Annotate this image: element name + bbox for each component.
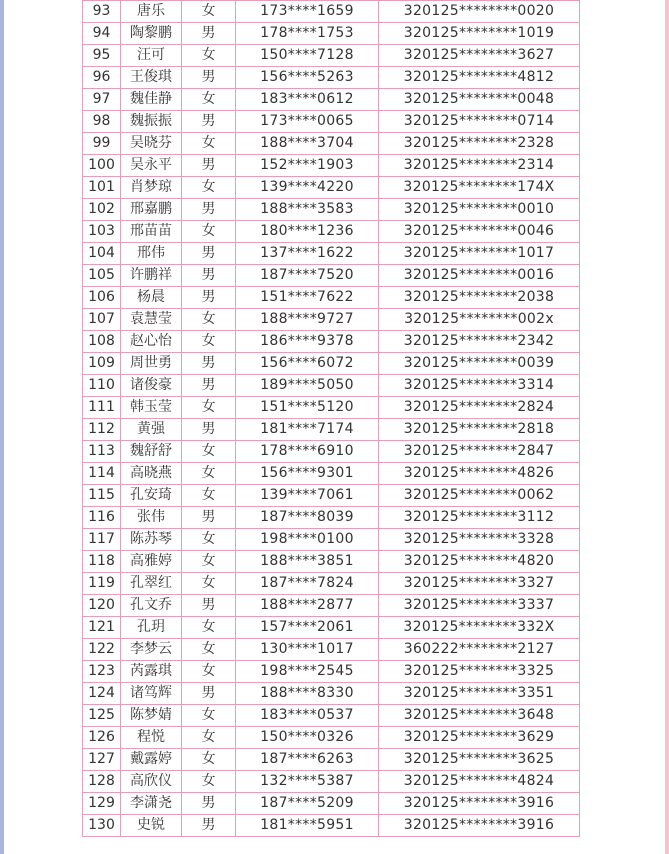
table-row	[83, 177, 580, 199]
document-page	[4, 0, 665, 854]
table-row	[83, 507, 580, 529]
row-number-cell: 118	[83, 551, 121, 573]
name-cell: 邢苗苗	[121, 221, 182, 243]
table-row	[83, 683, 580, 705]
name-cell: 诸笃辉	[121, 683, 182, 705]
name-cell: 陈梦婧	[121, 705, 182, 727]
name-cell: 戴露婷	[121, 749, 182, 771]
row-number-cell: 125	[83, 705, 121, 727]
row-number-cell: 114	[83, 463, 121, 485]
name-cell: 王俊琪	[121, 67, 182, 89]
id-number-cell: 320125********0039	[379, 353, 580, 375]
phone-cell: 187****6263	[236, 749, 379, 771]
name-cell: 吴永平	[121, 155, 182, 177]
id-number-cell: 320125********2038	[379, 287, 580, 309]
table-row	[83, 639, 580, 661]
table-row	[83, 771, 580, 793]
phone-cell: 187****5209	[236, 793, 379, 815]
roster-table	[82, 0, 580, 837]
gender-cell: 女	[182, 617, 236, 639]
gender-cell: 男	[182, 815, 236, 837]
row-number-cell: 94	[83, 23, 121, 45]
gender-cell: 女	[182, 309, 236, 331]
gender-cell: 男	[182, 595, 236, 617]
phone-cell: 150****0326	[236, 727, 379, 749]
phone-cell: 186****9378	[236, 331, 379, 353]
name-cell: 吴晓芬	[121, 133, 182, 155]
row-number-cell: 126	[83, 727, 121, 749]
gender-cell: 男	[182, 265, 236, 287]
id-number-cell: 320125********4820	[379, 551, 580, 573]
gender-cell: 女	[182, 89, 236, 111]
id-number-cell: 320125********2342	[379, 331, 580, 353]
row-number-cell: 117	[83, 529, 121, 551]
table-row	[83, 287, 580, 309]
table-row	[83, 815, 580, 837]
table-row	[83, 617, 580, 639]
row-number-cell: 99	[83, 133, 121, 155]
phone-cell: 132****5387	[236, 771, 379, 793]
name-cell: 李潇尧	[121, 793, 182, 815]
row-number-cell: 108	[83, 331, 121, 353]
row-number-cell: 109	[83, 353, 121, 375]
phone-cell: 188****3704	[236, 133, 379, 155]
id-number-cell: 320125********4824	[379, 771, 580, 793]
id-number-cell: 320125********3327	[379, 573, 580, 595]
phone-cell: 183****0612	[236, 89, 379, 111]
id-number-cell: 320125********1017	[379, 243, 580, 265]
phone-cell: 181****5951	[236, 815, 379, 837]
table-row	[83, 155, 580, 177]
id-number-cell: 320125********3351	[379, 683, 580, 705]
gender-cell: 女	[182, 177, 236, 199]
phone-cell: 130****1017	[236, 639, 379, 661]
row-number-cell: 102	[83, 199, 121, 221]
name-cell: 诸俊豪	[121, 375, 182, 397]
gender-cell: 女	[182, 639, 236, 661]
table-row	[83, 243, 580, 265]
id-number-cell: 320125********3325	[379, 661, 580, 683]
phone-cell: 181****7174	[236, 419, 379, 441]
table-row	[83, 111, 580, 133]
phone-cell: 173****1659	[236, 1, 379, 23]
table-row	[83, 23, 580, 45]
phone-cell: 137****1622	[236, 243, 379, 265]
table-row	[83, 89, 580, 111]
id-number-cell: 320125********0062	[379, 485, 580, 507]
row-number-cell: 98	[83, 111, 121, 133]
name-cell: 芮露琪	[121, 661, 182, 683]
table-row	[83, 727, 580, 749]
name-cell: 韩玉莹	[121, 397, 182, 419]
row-number-cell: 116	[83, 507, 121, 529]
row-number-cell: 101	[83, 177, 121, 199]
gender-cell: 女	[182, 45, 236, 67]
id-number-cell: 320125********3625	[379, 749, 580, 771]
phone-cell: 188****3583	[236, 199, 379, 221]
name-cell: 魏振振	[121, 111, 182, 133]
row-number-cell: 110	[83, 375, 121, 397]
name-cell: 高欣仪	[121, 771, 182, 793]
row-number-cell: 127	[83, 749, 121, 771]
row-number-cell: 129	[83, 793, 121, 815]
right-page-edge	[665, 0, 669, 854]
table-row	[83, 45, 580, 67]
gender-cell: 男	[182, 683, 236, 705]
name-cell: 周世勇	[121, 353, 182, 375]
phone-cell: 198****2545	[236, 661, 379, 683]
gender-cell: 女	[182, 727, 236, 749]
row-number-cell: 106	[83, 287, 121, 309]
gender-cell: 男	[182, 67, 236, 89]
table-row	[83, 133, 580, 155]
name-cell: 高雅婷	[121, 551, 182, 573]
id-number-cell: 320125********0020	[379, 1, 580, 23]
row-number-cell: 93	[83, 1, 121, 23]
phone-cell: 173****0065	[236, 111, 379, 133]
gender-cell: 女	[182, 705, 236, 727]
table-row	[83, 67, 580, 89]
gender-cell: 女	[182, 221, 236, 243]
phone-cell: 151****5120	[236, 397, 379, 419]
name-cell: 汪可	[121, 45, 182, 67]
row-number-cell: 121	[83, 617, 121, 639]
name-cell: 魏佳静	[121, 89, 182, 111]
phone-cell: 156****6072	[236, 353, 379, 375]
row-number-cell: 96	[83, 67, 121, 89]
table-row	[83, 661, 580, 683]
table-row	[83, 463, 580, 485]
phone-cell: 156****9301	[236, 463, 379, 485]
name-cell: 魏舒舒	[121, 441, 182, 463]
id-number-cell: 320125********0016	[379, 265, 580, 287]
row-number-cell: 103	[83, 221, 121, 243]
id-number-cell: 320125********4812	[379, 67, 580, 89]
gender-cell: 女	[182, 1, 236, 23]
name-cell: 肖梦琼	[121, 177, 182, 199]
row-number-cell: 122	[83, 639, 121, 661]
phone-cell: 183****0537	[236, 705, 379, 727]
name-cell: 陶黎鹏	[121, 23, 182, 45]
table-row	[83, 705, 580, 727]
row-number-cell: 120	[83, 595, 121, 617]
row-number-cell: 119	[83, 573, 121, 595]
id-number-cell: 320125********2818	[379, 419, 580, 441]
id-number-cell: 320125********174X	[379, 177, 580, 199]
phone-cell: 156****5263	[236, 67, 379, 89]
table-row	[83, 221, 580, 243]
gender-cell: 女	[182, 133, 236, 155]
row-number-cell: 123	[83, 661, 121, 683]
gender-cell: 男	[182, 793, 236, 815]
gender-cell: 男	[182, 353, 236, 375]
name-cell: 邢伟	[121, 243, 182, 265]
id-number-cell: 320125********0048	[379, 89, 580, 111]
row-number-cell: 112	[83, 419, 121, 441]
id-number-cell: 320125********2314	[379, 155, 580, 177]
gender-cell: 女	[182, 749, 236, 771]
gender-cell: 女	[182, 441, 236, 463]
id-number-cell: 320125********3648	[379, 705, 580, 727]
name-cell: 程悦	[121, 727, 182, 749]
id-number-cell: 320125********2328	[379, 133, 580, 155]
gender-cell: 男	[182, 287, 236, 309]
id-number-cell: 320125********0046	[379, 221, 580, 243]
table-row	[83, 749, 580, 771]
table-row	[83, 397, 580, 419]
table-row	[83, 595, 580, 617]
phone-cell: 152****1903	[236, 155, 379, 177]
phone-cell: 139****7061	[236, 485, 379, 507]
name-cell: 史锐	[121, 815, 182, 837]
table-row	[83, 551, 580, 573]
name-cell: 张伟	[121, 507, 182, 529]
gender-cell: 女	[182, 529, 236, 551]
phone-cell: 151****7622	[236, 287, 379, 309]
id-number-cell: 320125********2847	[379, 441, 580, 463]
gender-cell: 男	[182, 243, 236, 265]
table-row	[83, 309, 580, 331]
id-number-cell: 320125********3627	[379, 45, 580, 67]
gender-cell: 女	[182, 551, 236, 573]
table-row	[83, 1, 580, 23]
gender-cell: 女	[182, 771, 236, 793]
table-row	[83, 573, 580, 595]
row-number-cell: 107	[83, 309, 121, 331]
gender-cell: 女	[182, 573, 236, 595]
table-row	[83, 331, 580, 353]
row-number-cell: 100	[83, 155, 121, 177]
id-number-cell: 320125********332X	[379, 617, 580, 639]
row-number-cell: 124	[83, 683, 121, 705]
phone-cell: 187****8039	[236, 507, 379, 529]
id-number-cell: 320125********002x	[379, 309, 580, 331]
name-cell: 李梦云	[121, 639, 182, 661]
phone-cell: 187****7520	[236, 265, 379, 287]
table-row	[83, 485, 580, 507]
gender-cell: 男	[182, 155, 236, 177]
name-cell: 孔安琦	[121, 485, 182, 507]
phone-cell: 188****2877	[236, 595, 379, 617]
row-number-cell: 95	[83, 45, 121, 67]
table-row	[83, 441, 580, 463]
row-number-cell: 111	[83, 397, 121, 419]
gender-cell: 男	[182, 419, 236, 441]
gender-cell: 男	[182, 23, 236, 45]
id-number-cell: 320125********1019	[379, 23, 580, 45]
name-cell: 孔翠红	[121, 573, 182, 595]
id-number-cell: 320125********3916	[379, 793, 580, 815]
id-number-cell: 320125********2824	[379, 397, 580, 419]
table-row	[83, 353, 580, 375]
phone-cell: 188****3851	[236, 551, 379, 573]
name-cell: 杨晨	[121, 287, 182, 309]
table-row	[83, 199, 580, 221]
gender-cell: 男	[182, 375, 236, 397]
row-number-cell: 105	[83, 265, 121, 287]
phone-cell: 188****8330	[236, 683, 379, 705]
roster-table-body	[83, 1, 580, 837]
table-row	[83, 265, 580, 287]
row-number-cell: 97	[83, 89, 121, 111]
table-row	[83, 529, 580, 551]
id-number-cell: 320125********3314	[379, 375, 580, 397]
phone-cell: 188****9727	[236, 309, 379, 331]
gender-cell: 男	[182, 111, 236, 133]
phone-cell: 178****1753	[236, 23, 379, 45]
name-cell: 邢嘉鹏	[121, 199, 182, 221]
gender-cell: 女	[182, 661, 236, 683]
row-number-cell: 115	[83, 485, 121, 507]
id-number-cell: 320125********4826	[379, 463, 580, 485]
gender-cell: 男	[182, 507, 236, 529]
gender-cell: 女	[182, 485, 236, 507]
row-number-cell: 128	[83, 771, 121, 793]
name-cell: 高晓燕	[121, 463, 182, 485]
name-cell: 黄强	[121, 419, 182, 441]
phone-cell: 157****2061	[236, 617, 379, 639]
name-cell: 唐乐	[121, 1, 182, 23]
id-number-cell: 320125********3337	[379, 595, 580, 617]
gender-cell: 女	[182, 397, 236, 419]
phone-cell: 178****6910	[236, 441, 379, 463]
name-cell: 赵心怡	[121, 331, 182, 353]
phone-cell: 187****7824	[236, 573, 379, 595]
row-number-cell: 113	[83, 441, 121, 463]
id-number-cell: 320125********3916	[379, 815, 580, 837]
phone-cell: 150****7128	[236, 45, 379, 67]
name-cell: 孔玥	[121, 617, 182, 639]
phone-cell: 189****5050	[236, 375, 379, 397]
table-row	[83, 793, 580, 815]
id-number-cell: 360222********2127	[379, 639, 580, 661]
gender-cell: 女	[182, 331, 236, 353]
gender-cell: 男	[182, 199, 236, 221]
id-number-cell: 320125********3328	[379, 529, 580, 551]
name-cell: 袁慧莹	[121, 309, 182, 331]
id-number-cell: 320125********3112	[379, 507, 580, 529]
name-cell: 许鹏祥	[121, 265, 182, 287]
id-number-cell: 320125********0010	[379, 199, 580, 221]
row-number-cell: 130	[83, 815, 121, 837]
id-number-cell: 320125********0714	[379, 111, 580, 133]
name-cell: 陈苏琴	[121, 529, 182, 551]
id-number-cell: 320125********3629	[379, 727, 580, 749]
gender-cell: 女	[182, 463, 236, 485]
name-cell: 孔文乔	[121, 595, 182, 617]
row-number-cell: 104	[83, 243, 121, 265]
table-row	[83, 419, 580, 441]
phone-cell: 180****1236	[236, 221, 379, 243]
phone-cell: 139****4220	[236, 177, 379, 199]
table-row	[83, 375, 580, 397]
phone-cell: 198****0100	[236, 529, 379, 551]
